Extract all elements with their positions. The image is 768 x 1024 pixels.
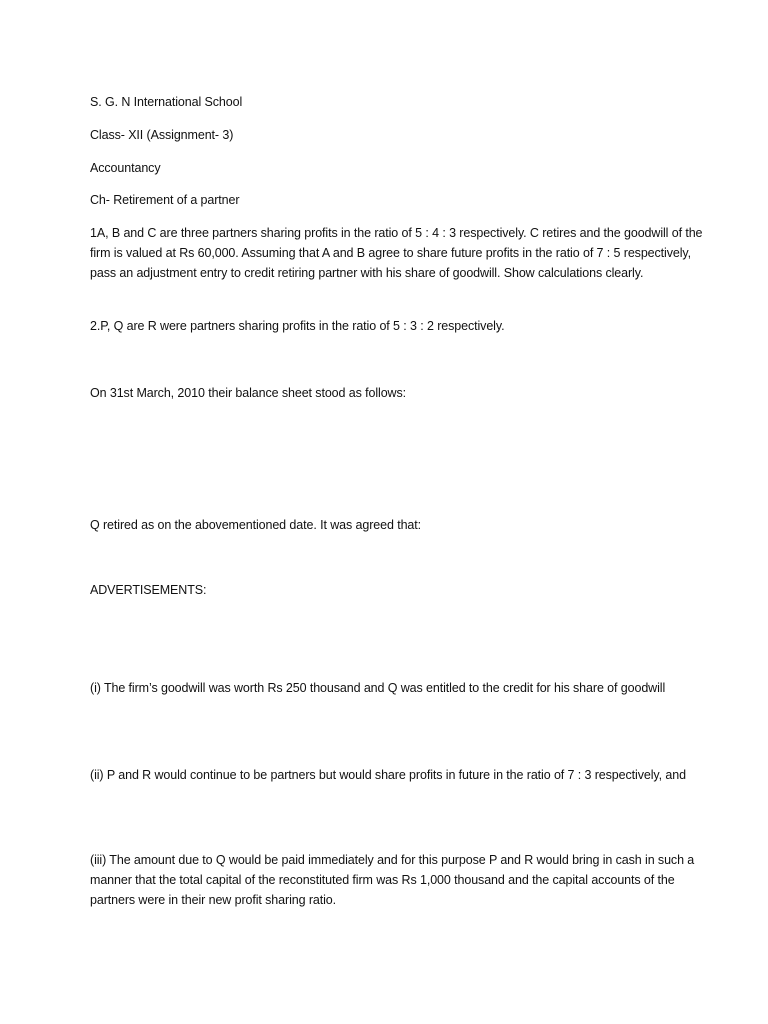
q-retired-statement: Q retired as on the abovementioned date. It was agreed that: [90,518,422,532]
class-assignment-line: Class- XII (Assignment- 3) [90,128,234,142]
condition-i: (i) The firm’s goodwill was worth Rs 250 thousand and Q was entitled to the credit for his share of goodwill [90,681,666,695]
question-2: 2.P, Q are R were partners sharing profits in the ratio of 5 : 3 : 2 respectively. [90,319,505,333]
chapter-title: Ch- Retirement of a partner [90,193,240,207]
advertisements-label: ADVERTISEMENTS: [90,583,207,597]
question-1: 1A, B and C are three partners sharing profits in the ratio of 5 : 4 : 3 respectively. C retires and the goodwill of the firm is valued at Rs 60,000. Assuming that A and B agree to share future profits in the ratio of 7 : 5 respectively, pass an adjustment entry to credit retiring partner with his share of goodwill. Show calculations clearly. [90,226,703,280]
balance-sheet-intro: On 31st March, 2010 their balance sheet stood as follows: [90,386,407,400]
condition-ii: (ii) P and R would continue to be partners but would share profits in future in the ratio of 7 : 3 respectively, and [90,768,686,782]
school-name: S. G. N International School [90,95,243,109]
condition-iii: (iii) The amount due to Q would be paid immediately and for this purpose P and R would bring in cash in such a manner that the total capital of the reconstituted firm was Rs 1,000 thousand and the capital accounts of the partners were in their new profit sharing ratio. [90,853,695,907]
subject-title: Accountancy [90,161,161,175]
